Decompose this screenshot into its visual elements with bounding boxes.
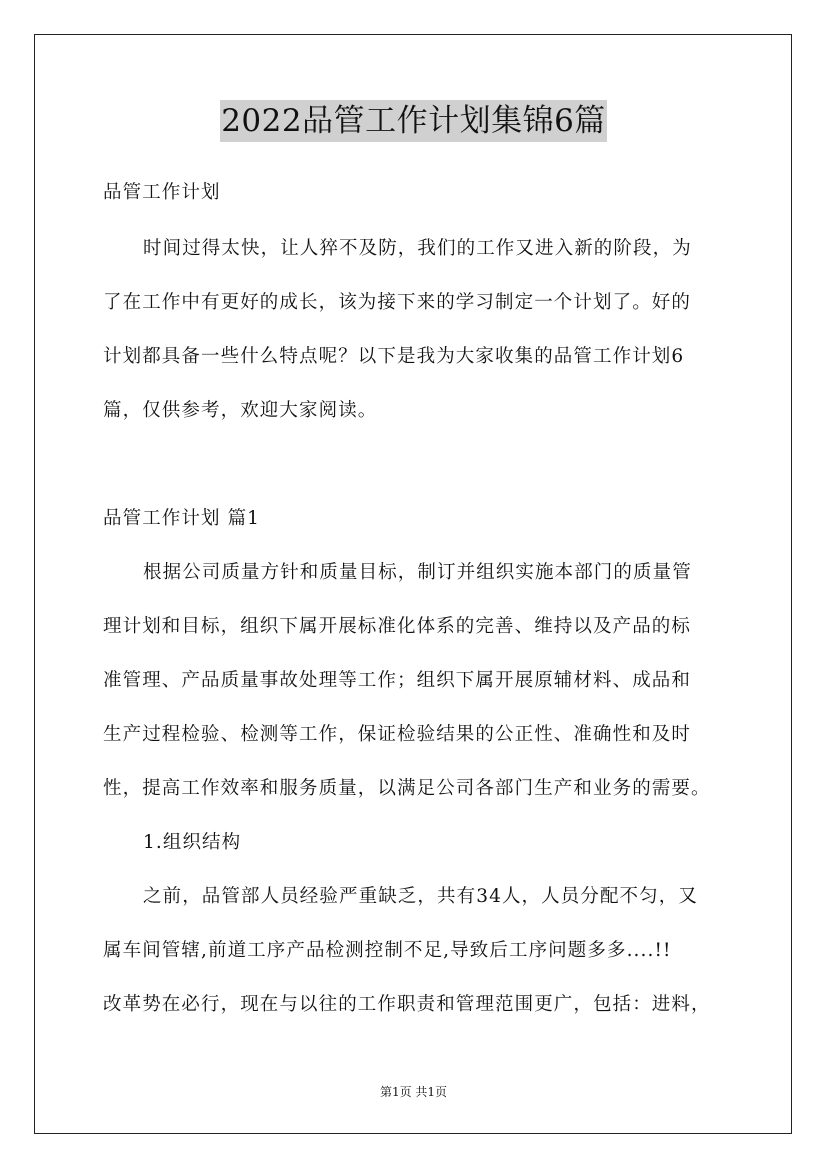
section-1-heading: 1.组织结构 xyxy=(143,832,242,853)
intro-line-3: 计划都具备一些什么特点呢？以下是我为大家收集的品管工作计划6 xyxy=(103,346,685,367)
section-1-line-2: 属车间管辖,前道工序产品检测控制不足,导致后工序问题多多....!! xyxy=(103,940,672,961)
heading-part1: 品管工作计划 篇1 xyxy=(103,508,261,529)
heading-intro: 品管工作计划 xyxy=(103,182,221,203)
section-1-line-3: 改革势在必行，现在与以往的工作职责和管理范围更广，包括：进料， xyxy=(103,994,711,1015)
intro-line-4: 篇，仅供参考，欢迎大家阅读。 xyxy=(103,400,378,421)
title-container xyxy=(0,100,827,142)
intro-line-1: 时间过得太快，让人猝不及防，我们的工作又进入新的阶段，为 xyxy=(143,238,692,259)
intro-line-2: 了在工作中有更好的成长，该为接下来的学习制定一个计划了。好的 xyxy=(103,292,692,313)
document-title: 2022品管工作计划集锦6篇 xyxy=(220,100,607,142)
part1-line-3: 准管理、产品质量事故处理等工作；组织下属开展原辅材料、成品和 xyxy=(103,670,692,691)
part1-line-1: 根据公司质量方针和质量目标，制订并组织实施本部门的质量管 xyxy=(143,562,692,583)
section-1-line-1: 之前，品管部人员经验严重缺乏，共有34人，人员分配不匀，又 xyxy=(143,886,698,907)
part1-line-4: 生产过程检验、检测等工作，保证检验结果的公正性、准确性和及时 xyxy=(103,724,692,745)
part1-line-5: 性，提高工作效率和服务质量，以满足公司各部门生产和业务的需要。 xyxy=(103,778,711,799)
part1-line-2: 理计划和目标，组织下属开展标准化体系的完善、维持以及产品的标 xyxy=(103,616,692,637)
page-footer: 第1页 共1页 xyxy=(379,1085,448,1099)
